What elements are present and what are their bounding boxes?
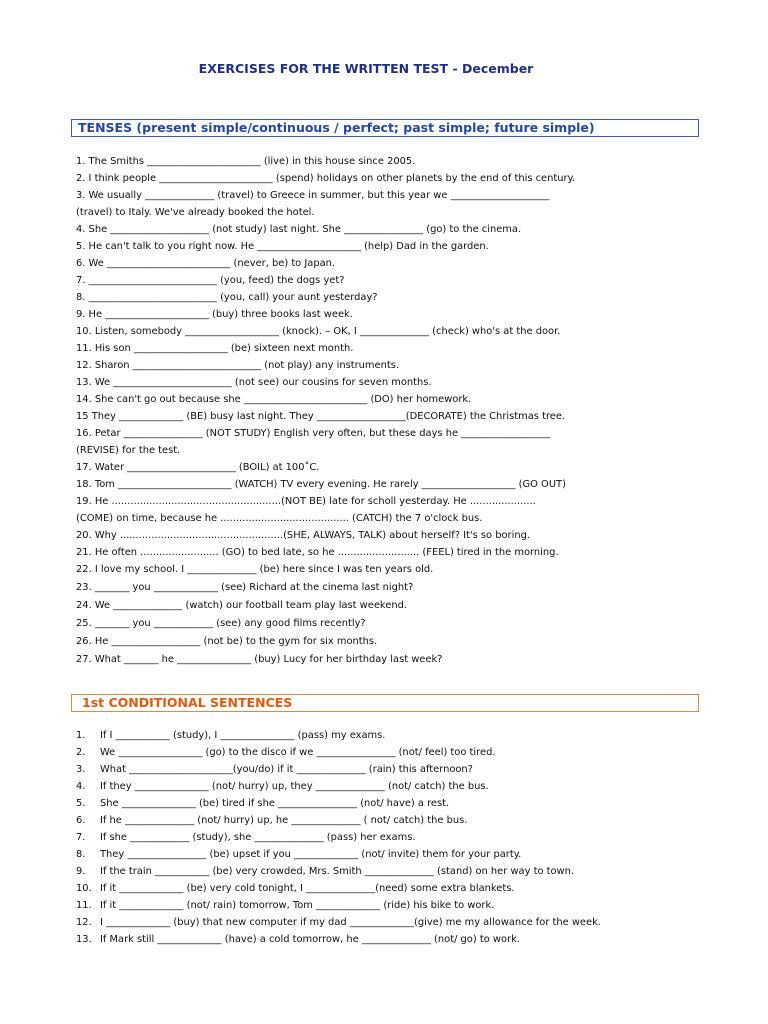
item-text: If Mark still _____________ (have) a cold tomorrow, he ______________ (not/ go) to work. bbox=[100, 934, 520, 945]
item-text: She _______________ (be) tired if she ________________ (not/ have) a rest. bbox=[100, 798, 450, 809]
list-item: 5. He can't talk to you right now. He _____________________ (help) Dad in the garden. bbox=[76, 241, 489, 252]
list-item: 12. Sharon __________________________ (not play) any instruments. bbox=[76, 360, 400, 371]
item-number: 9. bbox=[76, 866, 86, 877]
list-item: 17. Water ______________________ (BOIL) at 100˚C. bbox=[76, 462, 320, 473]
list-item: 1. The Smiths _______________________ (live) in this house since 2005. bbox=[76, 156, 416, 167]
list-item: 23. _______ you _____________ (see) Richard at the cinema last night? bbox=[76, 582, 414, 593]
list-item: 8. __________________________ (you, call) your aunt yesterday? bbox=[76, 292, 378, 303]
item-number: 12. bbox=[76, 917, 92, 928]
list-item: 25. _______ you ____________ (see) any good films recently? bbox=[76, 618, 366, 629]
item-number: 2. bbox=[76, 747, 86, 758]
item-text: If they _______________ (not/ hurry) up, they ______________ (not/ catch) the bus. bbox=[100, 781, 489, 792]
list-item: 16. Petar ________________ (NOT STUDY) English very often, but these days he __________________ bbox=[76, 428, 551, 439]
item-number: 11. bbox=[76, 900, 92, 911]
item-text: What _____________________(you/do) if it ______________ (rain) this afternoon? bbox=[100, 764, 473, 775]
item-text: I _____________ (buy) that new computer if my dad _____________(give) me my allowance for the week. bbox=[100, 917, 601, 928]
list-item: 7. __________________________ (you, feed) the dogs yet? bbox=[76, 275, 345, 286]
tenses-section-heading: TENSES (present simple/continuous / perfect; past simple; future simple) bbox=[71, 119, 699, 137]
item-number: 4. bbox=[76, 781, 86, 792]
page-title: EXERCISES FOR THE WRITTEN TEST - December bbox=[198, 61, 534, 76]
item-text: If the train ___________ (be) very crowded, Mrs. Smith ______________ (stand) on her way to town. bbox=[100, 866, 575, 877]
item-number: 8. bbox=[76, 849, 86, 860]
list-item: 6. We _________________________ (never, be) to Japan. bbox=[76, 258, 336, 269]
list-item: 13. We ________________________ (not see) our cousins for seven months. bbox=[76, 377, 432, 388]
list-item: (REVISE) for the test. bbox=[76, 445, 181, 456]
list-item: 26. He __________________ (not be) to the gym for six months. bbox=[76, 636, 378, 647]
conditional-section-heading: 1st CONDITIONAL SENTENCES bbox=[71, 694, 699, 712]
item-text: If she ____________ (study), she ______________ (pass) her exams. bbox=[100, 832, 416, 843]
item-text: We _________________ (go) to the disco if we ________________ (not/ feel) too tired. bbox=[100, 747, 496, 758]
list-item: 21. He often ......................... (GO) to bed late, so he .......................... (FEEL) tired in the morning. bbox=[76, 547, 559, 558]
list-item: 24. We ______________ (watch) our football team play last weekend. bbox=[76, 600, 408, 611]
list-item: 11. His son ___________________ (be) sixteen next month. bbox=[76, 343, 354, 354]
list-item: 19. He ......................................................(NOT BE) late for scholl yesterday. He ..................... bbox=[76, 496, 536, 507]
list-item: 18. Tom _______________________ (WATCH) TV every evening. He rarely ___________________ (GO OUT) bbox=[76, 479, 566, 490]
list-item: 20. Why ....................................................(SHE, ALWAYS, TALK) about herself? It's so boring. bbox=[76, 530, 530, 541]
item-text: They ________________ (be) upset if you _____________ (not/ invite) them for your party. bbox=[100, 849, 522, 860]
list-item: 9. He _____________________ (buy) three books last week. bbox=[76, 309, 353, 320]
list-item: (COME) on time, because he ......................................... (CATCH) the 7 o'clock bus. bbox=[76, 513, 483, 524]
list-item: 4. She ____________________ (not study) last night. She ________________ (go) to the cinema. bbox=[76, 224, 522, 235]
item-text: If I ___________ (study), I _______________ (pass) my exams. bbox=[100, 730, 386, 741]
item-number: 1. bbox=[76, 730, 86, 741]
item-text: If it _____________ (be) very cold tonight, I ______________(need) some extra blankets. bbox=[100, 883, 515, 894]
list-item: (travel) to Italy. We've already booked the hotel. bbox=[76, 207, 315, 218]
item-number: 5. bbox=[76, 798, 86, 809]
list-item: 14. She can't go out because she _________________________ (DO) her homework. bbox=[76, 394, 472, 405]
item-number: 6. bbox=[76, 815, 86, 826]
list-item: 2. I think people _______________________ (spend) holidays on other planets by the end of this century. bbox=[76, 173, 576, 184]
item-text: If it _____________ (not/ rain) tomorrow, Tom _____________ (ride) his bike to work. bbox=[100, 900, 495, 911]
item-number: 10. bbox=[76, 883, 92, 894]
item-number: 13. bbox=[76, 934, 92, 945]
item-number: 7. bbox=[76, 832, 86, 843]
list-item: 3. We usually ______________ (travel) to Greece in summer, but this year we ____________________ bbox=[76, 190, 550, 201]
list-item: 15 They _____________ (BE) busy last night. They __________________(DECORATE) the Christmas tree. bbox=[76, 411, 566, 422]
list-item: 10. Listen, somebody ___________________ (knock). – OK, I ______________ (check) who's at the door. bbox=[76, 326, 561, 337]
item-text: If he ______________ (not/ hurry) up, he ______________ ( not/ catch) the bus. bbox=[100, 815, 468, 826]
list-item: 27. What _______ he _______________ (buy) Lucy for her birthday last week? bbox=[76, 654, 443, 665]
list-item: 22. I love my school. I ______________ (be) here since I was ten years old. bbox=[76, 564, 434, 575]
item-number: 3. bbox=[76, 764, 86, 775]
